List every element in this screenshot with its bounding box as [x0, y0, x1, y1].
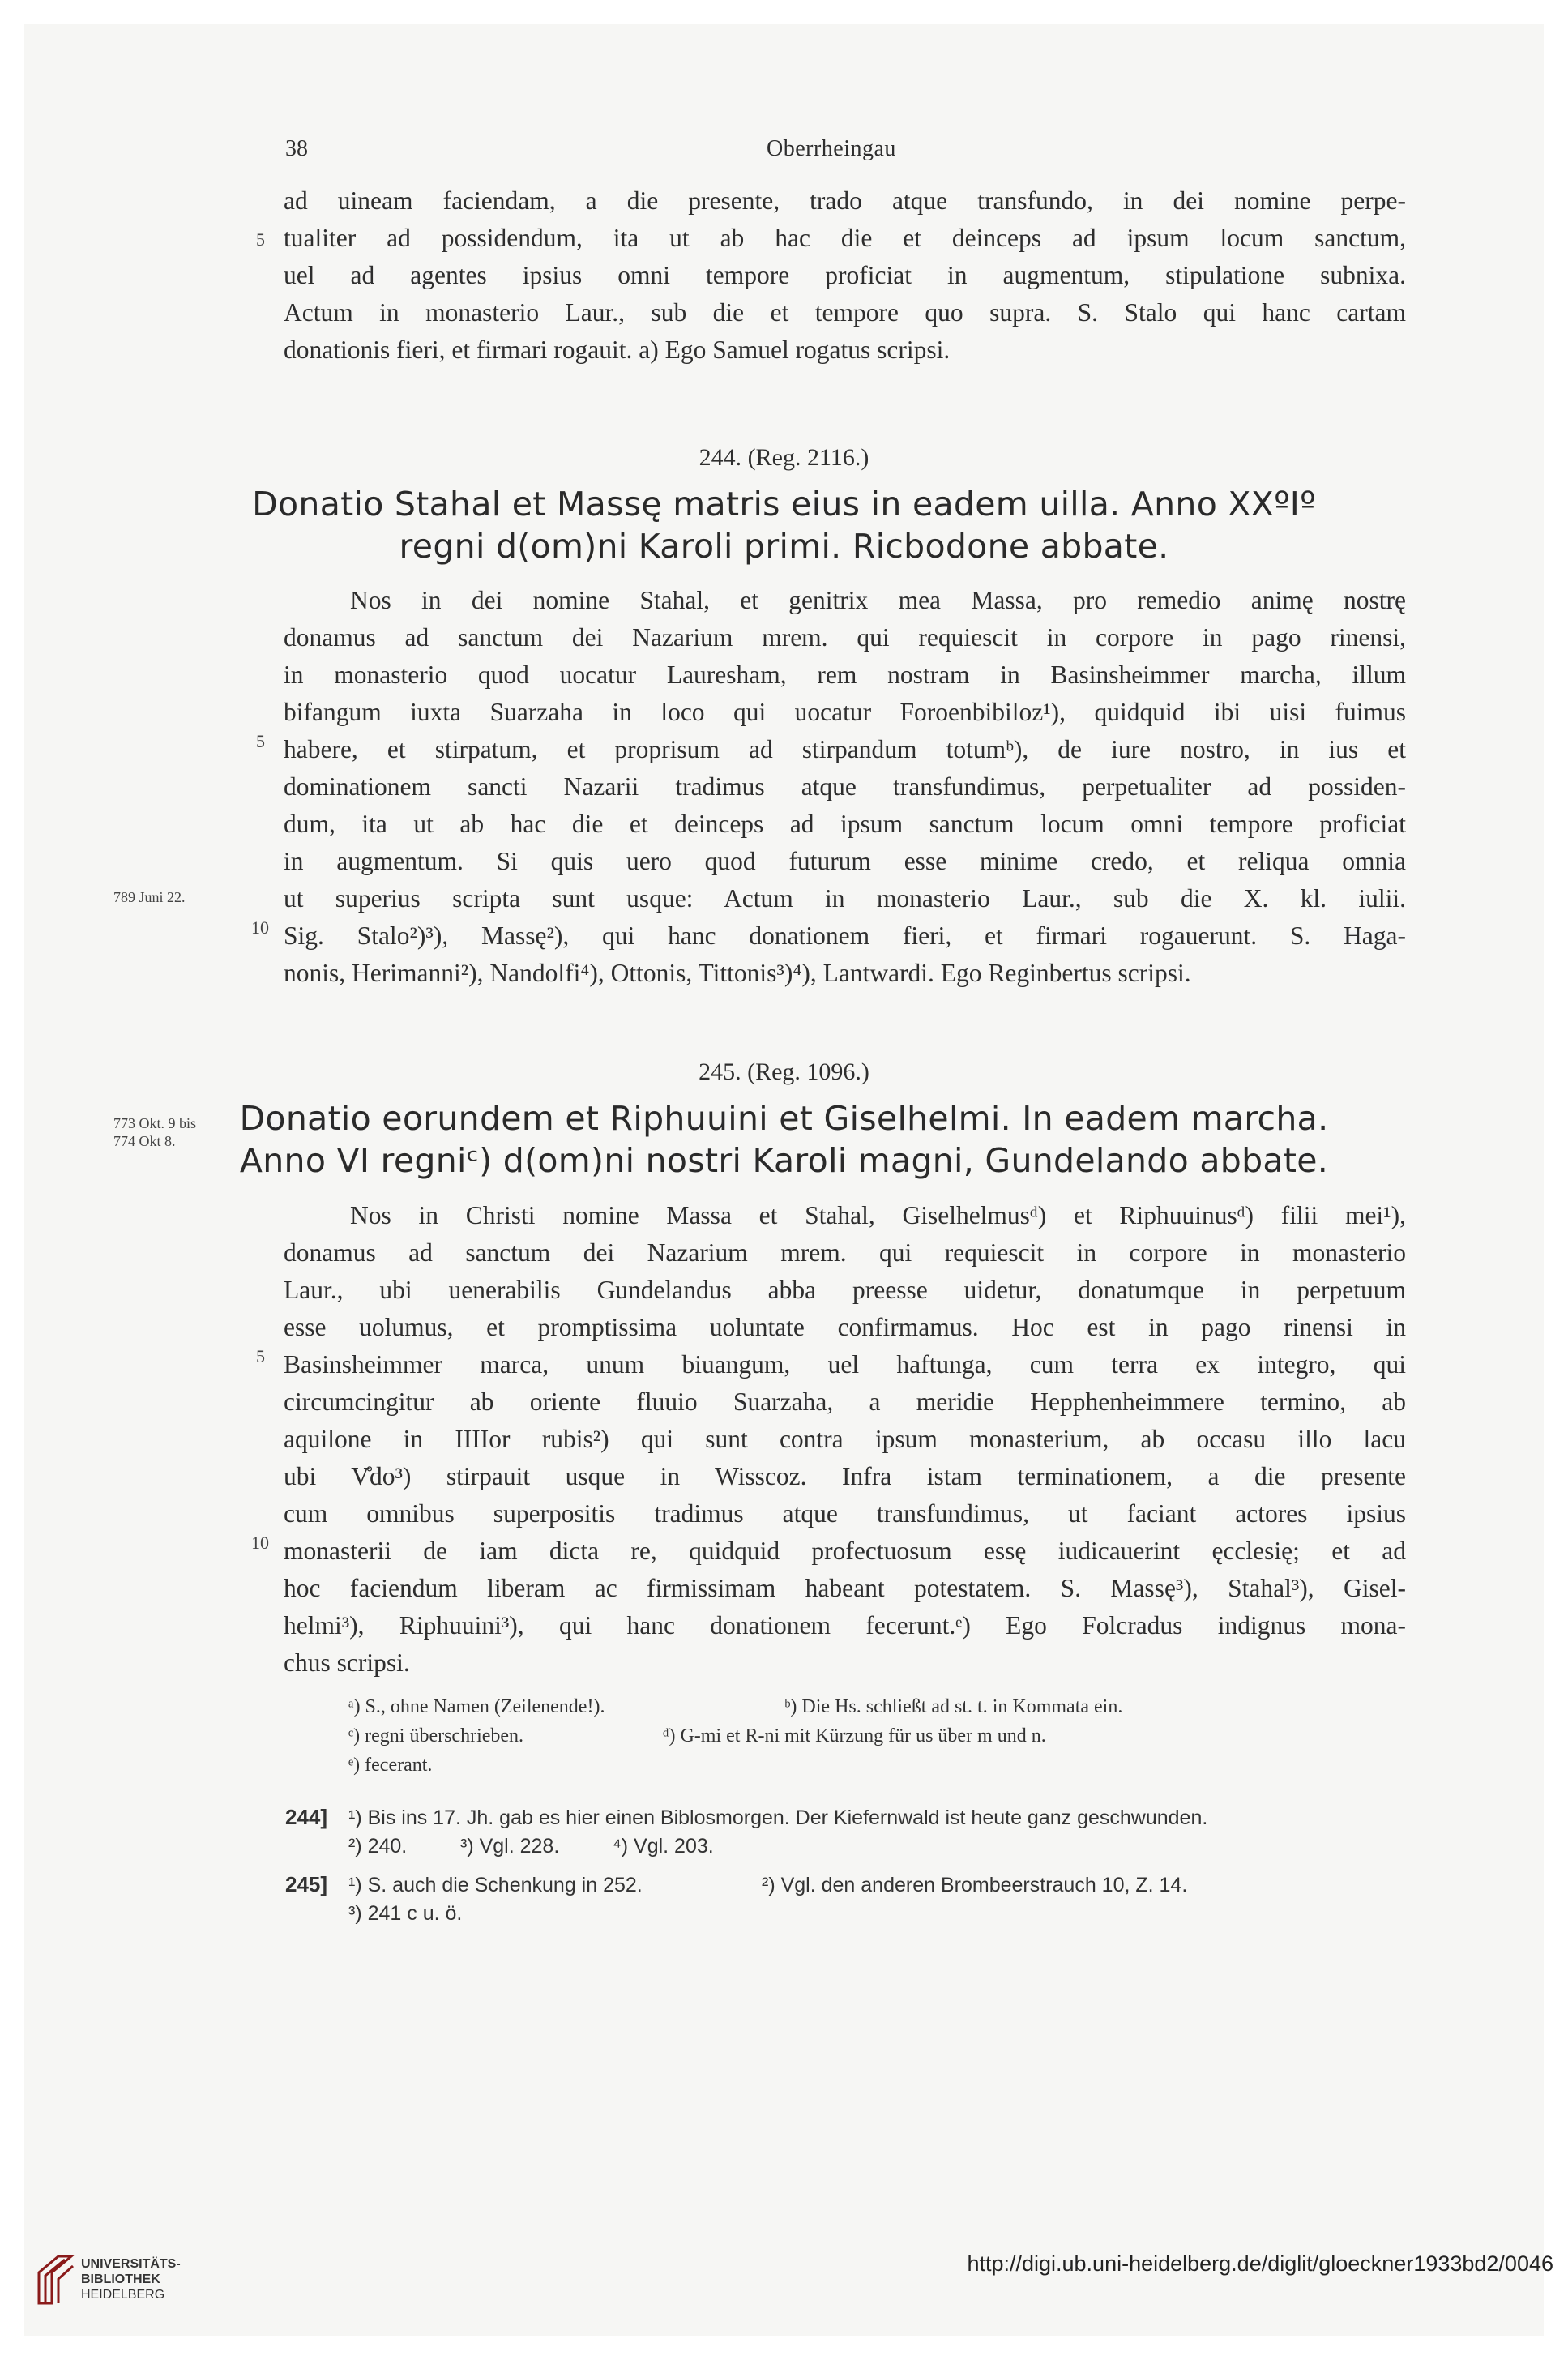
margin-date-245-line2: 774 Okt 8.	[113, 1133, 176, 1149]
text-line: monasterii de iam dicta re, quidquid profectuosum essę iudicauerint ęcclesię; et ad	[284, 1537, 1406, 1565]
text-line: Sig. Stalo²)³), Massę²), qui hanc donationem fieri, et firmari rogauerunt. S. Haga-	[284, 921, 1406, 950]
footnote-244-2: ²) 240.	[348, 1835, 408, 1858]
charter-title-245-line2: Anno VI regniᶜ) d(om)ni nostri Karoli magni, Gundelando abbate.	[239, 1141, 1329, 1180]
footnote-ref-244: 244]	[285, 1805, 328, 1829]
page-number: 38	[285, 136, 308, 161]
logo-line-3: HEIDELBERG	[81, 2288, 165, 2302]
text-line: donamus ad sanctum dei Nazarium mrem. qui requiescit in corpore in monasterio	[284, 1238, 1406, 1267]
logo-line-1: UNIVERSITÄTS-	[81, 2257, 181, 2271]
running-title: Oberrheingau	[767, 136, 896, 161]
text-line: uel ad agentes ipsius omni tempore proficiat in augmentum, stipulatione subnixa.	[284, 261, 1406, 289]
text-line: donationis fieri, et firmari rogauit. a) Ego Samuel rogatus scripsi.	[284, 336, 951, 364]
text-line: helmi³), Riphuuini³), qui hanc donationem fecerunt.ᵉ) Ego Folcradus indignus mona-	[284, 1611, 1406, 1640]
text-line: Laur., ubi uenerabilis Gundelandus abba preesse uidetur, donatumque in perpetuum	[284, 1276, 1406, 1304]
textual-note-b: ᵇ) Die Hs. schließt ad st. t. in Kommata ein.	[784, 1696, 1123, 1717]
margin-date-244: 789 Juni 22.	[113, 889, 186, 905]
text-line: dominationem sancti Nazarii tradimus atque transfundimus, perpetualiter ad possiden-	[284, 772, 1406, 801]
footnote-245-3: ³) 241 c u. ö.	[348, 1902, 463, 1925]
textual-note-a: ᵃ) S., ohne Namen (Zeilenende!).	[348, 1696, 605, 1717]
footnote-244-3: ³) Vgl. 228.	[460, 1835, 560, 1858]
text-line: bifangum iuxta Suarzaha in loco qui uocatur Foroenbibiloz¹), quidquid ibi uisi fuimus	[284, 698, 1406, 726]
text-line: habere, et stirpatum, et proprisum ad stirpandum totumᵇ), de iure nostro, in ius et	[284, 735, 1406, 763]
margin-date-245-line1: 773 Okt. 9 bis	[113, 1115, 197, 1131]
text-line: ut superius scripta sunt usque: Actum in monasterio Laur., sub die X. kl. iulii.	[284, 884, 1406, 913]
text-line: cum omnibus superpositis tradimus atque transfundimus, ut faciant actores ipsius	[284, 1499, 1406, 1528]
charter-text-245	[284, 1197, 1406, 1682]
textual-note-e: ᵉ) fecerant.	[348, 1755, 433, 1776]
line-number: 5	[256, 1346, 265, 1366]
logo-line-2: BIBLIOTHEK	[81, 2272, 160, 2286]
source-url-link[interactable]: http://digi.ub.uni-heidelberg.de/diglit/gloeckner1933bd2/0046	[967, 2251, 1553, 2276]
text-line: chus scripsi.	[284, 1648, 410, 1677]
line-number: 5	[256, 229, 265, 250]
text-line: tualiter ad possidendum, ita ut ab hac die et deinceps ad ipsum locum sanctum,	[284, 224, 1406, 252]
text-line: Nos in dei nomine Stahal, et genitrix mea Massa, pro remedio animę nostrę	[350, 586, 1406, 614]
text-line: in monasterio quod uocatur Lauresham, rem nostram in Basinsheimmer marcha, illum	[284, 661, 1406, 689]
charter-title-244-line1: Donatio Stahal et Massę matris eius in eadem uilla. Anno XXºIº	[252, 485, 1316, 524]
text-line: Nos in Christi nomine Massa et Stahal, Giselhelmusᵈ) et Riphuuinusᵈ) filii mei¹),	[350, 1201, 1406, 1229]
footnote-244-4: ⁴) Vgl. 203.	[613, 1835, 714, 1858]
textual-note-d: ᵈ) G-mi et R-ni mit Kürzung für us über m und n.	[663, 1725, 1046, 1746]
textual-note-c: ᶜ) regni überschrieben.	[348, 1725, 524, 1746]
text-line: aquilone in IIIIor rubis²) qui sunt contra ipsum monasterium, ab occasu illo lacu	[284, 1425, 1406, 1453]
library-logo[interactable]	[34, 2251, 245, 2332]
text-line: nonis, Herimanni²), Nandolfi⁴), Ottonis, Tittonis³)⁴), Lantwardi. Ego Reginbertus scripsi.	[284, 959, 1191, 987]
text-line: hoc faciendum liberam ac firmissimam habeant potestatem. S. Massę³), Stahal³), Gisel-	[284, 1574, 1406, 1602]
charter-number-244: 244. (Reg. 2116.)	[699, 444, 869, 471]
charter-title-245-line1: Donatio eorundem et Riphuuini et Giselhelmi. In eadem marcha.	[239, 1099, 1329, 1138]
footnote-ref-245: 245]	[285, 1872, 328, 1896]
charter-title-244-line2: regni d(om)ni Karoli primi. Ricbodone abbate.	[399, 527, 1169, 566]
text-line: Actum in monasterio Laur., sub die et tempore quo supra. S. Stalo qui hanc cartam	[284, 298, 1406, 327]
text-line: donamus ad sanctum dei Nazarium mrem. qui requiescit in corpore in pago rinensi,	[284, 623, 1406, 652]
text-line: circumcingitur ab oriente fluuio Suarzaha, a meridie Hepphenheimmere termino, ab	[284, 1387, 1406, 1416]
charter-number-245: 245. (Reg. 1096.)	[699, 1058, 869, 1085]
text-line: in augmentum. Si quis uero quod futurum esse minime credo, et reliqua omnia	[284, 847, 1406, 875]
text-line: Basinsheimmer marca, unum biuangum, uel haftunga, cum terra ex integro, qui	[284, 1350, 1406, 1379]
line-number: 10	[251, 917, 269, 938]
line-number: 10	[251, 1533, 269, 1553]
footnote-245-2: ²) Vgl. den anderen Brombeerstrauch 10, Z. 14.	[762, 1874, 1188, 1896]
intro-paragraph	[284, 182, 1406, 369]
footnote-244-1: ¹) Bis ins 17. Jh. gab es hier einen Biblosmorgen. Der Kiefernwald ist heute ganz geschwunden.	[348, 1806, 1208, 1829]
footnote-245-1: ¹) S. auch die Schenkung in 252.	[348, 1874, 643, 1896]
charter-text-244	[284, 582, 1406, 992]
text-line: esse uolumus, et promptissima uoluntate confirmamus. Hoc est in pago rinensi in	[284, 1313, 1406, 1341]
text-line: ubi V̊do³) stirpauit usque in Wisscoz. Infra istam terminationem, a die presente	[284, 1462, 1406, 1490]
scanned-page	[24, 24, 1544, 2336]
line-number: 5	[256, 731, 265, 751]
text-line: ad uineam faciendam, a die presente, trado atque transfundo, in dei nomine perpe-	[284, 186, 1406, 215]
text-line: dum, ita ut ab hac die et deinceps ad ipsum sanctum locum omni tempore proficiat	[284, 810, 1406, 838]
library-emblem-icon	[34, 2251, 76, 2308]
